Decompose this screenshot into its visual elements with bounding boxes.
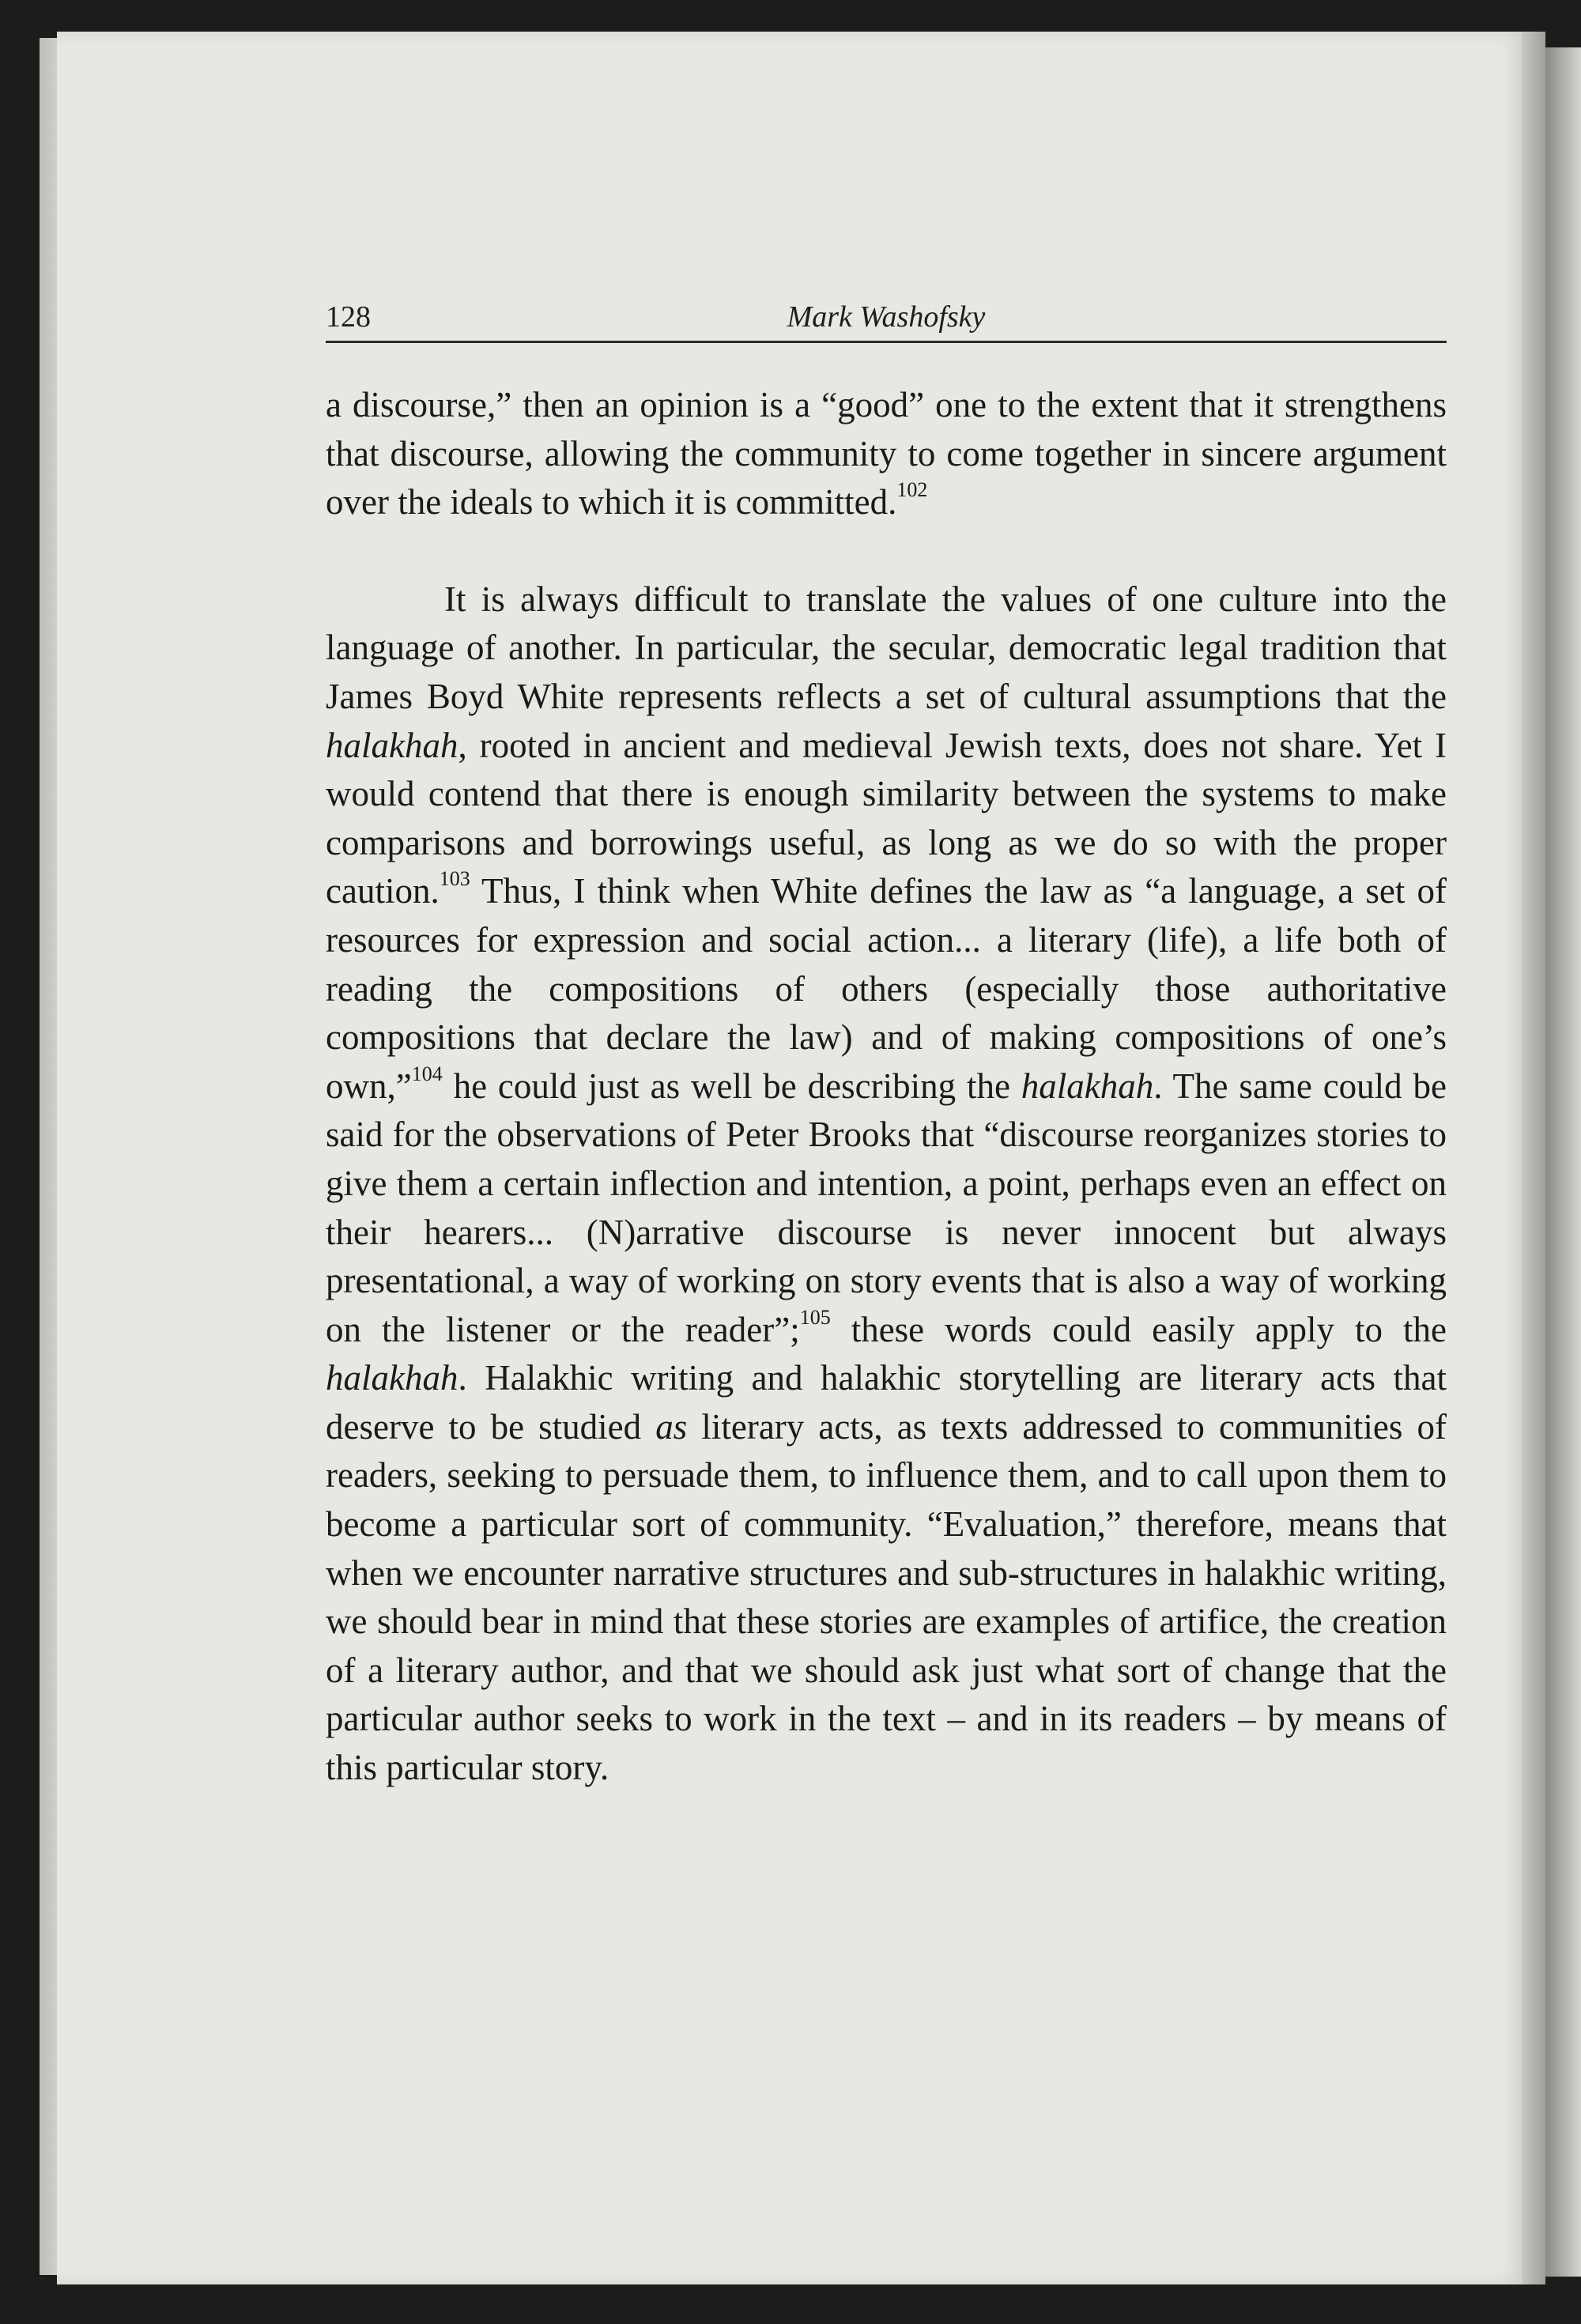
paragraph-2-segment: , rooted in ancient and medieval Jewish texts, does not share. Yet I would contend that there is enough similarity between the systems to make comparisons and borrowings useful, as long as we do so with the proper caution. xyxy=(326,725,1447,911)
next-page-edge xyxy=(1545,47,1581,2277)
italic-term: halakhah xyxy=(1021,1066,1154,1106)
italic-term: halakhah xyxy=(326,725,458,765)
paragraph-2-segment: he could just as well be describing the xyxy=(442,1066,1021,1106)
footnote-ref-105: 105 xyxy=(799,1305,831,1329)
footnote-ref-104: 104 xyxy=(411,1062,443,1085)
page-number: 128 xyxy=(326,300,371,334)
page-header xyxy=(326,295,1447,343)
footnote-ref-102: 102 xyxy=(896,478,928,502)
paragraph-2-segment: . The same could be said for the observations of Peter Brooks that “discourse reorganizes stories to give them a certain inflection and intention, a point, perhaps even an effect on their hearers... (N)arrative discourse is never innocent but always presentational, a way of working on story events that is also a way of working on the listener or the reader”; xyxy=(326,1066,1447,1349)
paragraph-1 xyxy=(326,381,1447,527)
italic-term: halakhah xyxy=(326,1358,458,1398)
paragraph-2-segment: It is always difficult to translate the values of one culture into the language of another. In particular, the secular, democratic legal tradition that James Boyd White represents reflects a set of cultural assumptions that the xyxy=(326,579,1447,716)
running-head-author: Mark Washofsky xyxy=(787,300,986,334)
page-spine-shadow xyxy=(1522,32,1545,2284)
paragraph-1-text: a discourse,” then an opinion is a “good” one to the extent that it strengthens that discourse, allowing the community to come together in sincere argument over the ideals to which it is committed. xyxy=(326,385,1447,523)
footnote-ref-103: 103 xyxy=(439,867,470,891)
paragraph-2-segment: Thus, I think when White defines the law as “a language, a set of resources for expression and social action... a literary (life), a life both of reading the compositions of others (especially those authoritative compositions that declare the law) and of making compositions of one’s own,” xyxy=(326,871,1447,1106)
italic-term: as xyxy=(655,1406,688,1447)
paragraph-2 xyxy=(326,575,1447,1793)
paragraph-2-segment: these words could easily apply to the xyxy=(830,1309,1447,1349)
paragraph-2-segment: . Halakhic writing and halakhic storytelling are literary acts that deserve to be studied xyxy=(326,1358,1447,1447)
paragraph-2-segment: literary acts, as texts addressed to communities of readers, seeking to persuade them, to influence them, and to call upon them to become a particular sort of community. “Evaluation,” therefore, means that when we encounter narrative structures and sub-structures in halakhic writing, we should bear in mind that these stories are examples of artifice, the creation of a literary author, and that we should ask just what sort of change that the particular author seeks to work in the text – and in its readers – by means of this particular story. xyxy=(326,1406,1447,1788)
body-text xyxy=(326,381,1447,1793)
